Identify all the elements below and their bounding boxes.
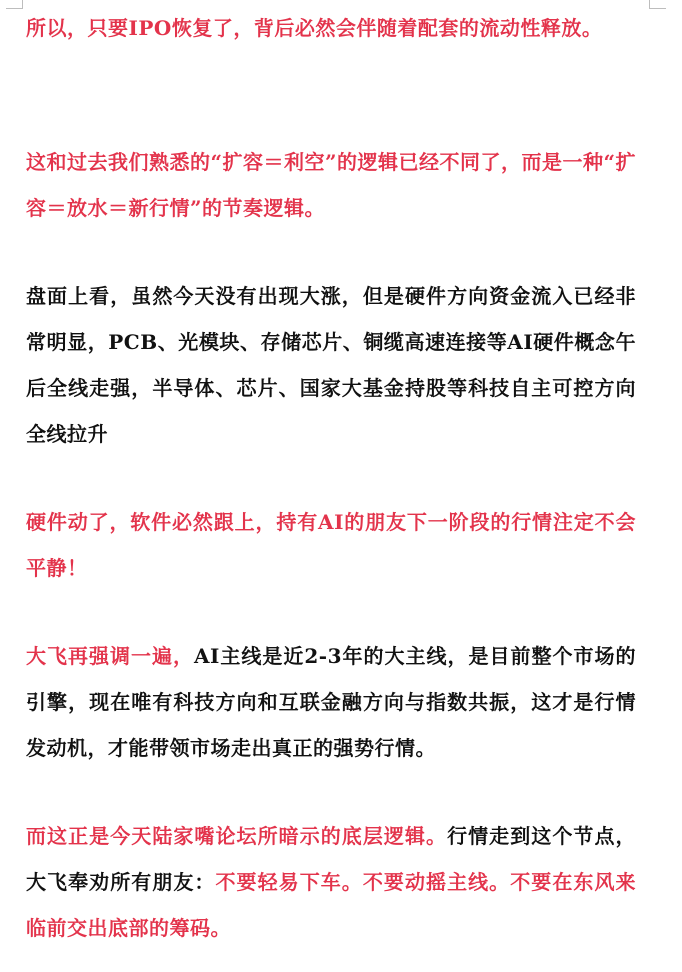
- paragraph-text: AI主线是近2-3年的大主线，是目前整个市场的引擎，现在唯有科技方向和互联金融方向与指数共振，这才是行情发动机，才能带领市场走出真正的强势行情。: [26, 644, 636, 760]
- paragraph-expansion-logic: [26, 139, 636, 231]
- paragraph-text: 所以，只要IPO恢复了，背后必然会伴随着配套的流动性释放。: [26, 16, 603, 40]
- paragraph-text-highlight: 而这正是今天陆家嘴论坛所暗示的底层逻辑。: [26, 824, 448, 848]
- paragraph-ai-mainline: [26, 633, 636, 771]
- page-corner-mark-left: [6, 0, 23, 9]
- paragraph-market-overview: [26, 273, 636, 457]
- paragraph-ipo-liquidity: [26, 5, 636, 51]
- paragraph-text: 盘面上看，虽然今天没有出现大涨，但是硬件方向资金流入已经非常明显，PCB、光模块、存储芯片、铜缆高速连接等AI硬件概念午后全线走强，半导体、芯片、国家大基金持股等科技自主可控方向全线拉升: [26, 284, 636, 446]
- paragraph-hardware-software: [26, 499, 636, 591]
- page-corner-mark-right: [649, 0, 666, 9]
- paragraph-text: 这和过去我们熟悉的“扩容＝利空”的逻辑已经不同了，而是一种“扩容＝放水＝新行情”的节奏逻辑。: [26, 150, 637, 220]
- paragraph-text-highlight: 不要轻易下车。不要动摇主线。不要在东风来临前交出底部的筹码。: [26, 870, 637, 940]
- paragraph-text: 硬件动了，软件必然跟上，持有AI的朋友下一阶段的行情注定不会平静！: [26, 510, 636, 580]
- paragraph-text-highlight: 大飞再强调一遍，: [26, 644, 194, 668]
- paragraph-text: 行情走到这个节点，大飞奉劝所有朋友：: [26, 824, 637, 894]
- paragraph-forum-advice: [26, 813, 636, 951]
